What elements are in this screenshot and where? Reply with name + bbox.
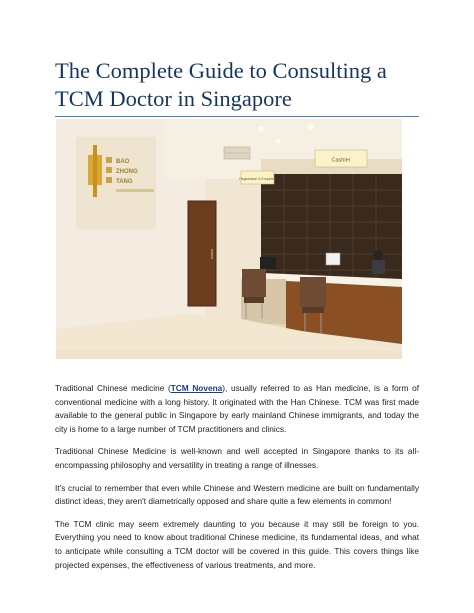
clinic-reception-photo (56, 119, 402, 359)
brand-tang: TANG (116, 179, 133, 185)
article-body (55, 382, 419, 581)
tcm-novena-link[interactable]: TCM Novena (170, 383, 223, 393)
brand-bao: BAO (116, 159, 130, 165)
intro-text-end: ), usually referred to as Han medicine, is a form of conventional medicine with a long history. It originated with the Han Chinese. TCM was first made available to the general public in Singapore by early mainland Chinese immigrants, and today the city is home to a large number of TCM practitioners and clinics. (55, 383, 420, 434)
paragraph-comparison: It's crucial to remember that even while Chinese and Western medicine are built on fundamentally distinct ideas, they aren't diametrically opposed and share quite a few elements in common! (55, 482, 419, 507)
title-divider (55, 116, 419, 117)
brand-zhong: ZHONG (116, 169, 138, 175)
paragraph-guide-overview: The TCM clinic may seem extremely daunting to you because it may still be foreign to you. Everything you need to know about traditional Chinese medicine, its fundamental ideas, and what to anticipate while consulting a TCM doctor will be covered in this guide. This covers things like projected expenses, the effectiveness of various treatments, and more. (55, 518, 419, 570)
intro-text-start: Traditional Chinese medicine ( (55, 383, 171, 393)
cashier-sign-text: Cashier (331, 157, 351, 164)
paragraph-acceptance: Traditional Chinese Medicine is well-known and well accepted in Singapore thanks to its all-encompassing philosophy and versatility in treating a range of illnesses. (55, 446, 419, 470)
registration-sign-text: Registration & Enquiries (239, 177, 276, 181)
paragraph-intro (55, 382, 419, 436)
document-title: The Complete Guide to Consulting a TCM Doctor in Singapore (55, 58, 387, 111)
